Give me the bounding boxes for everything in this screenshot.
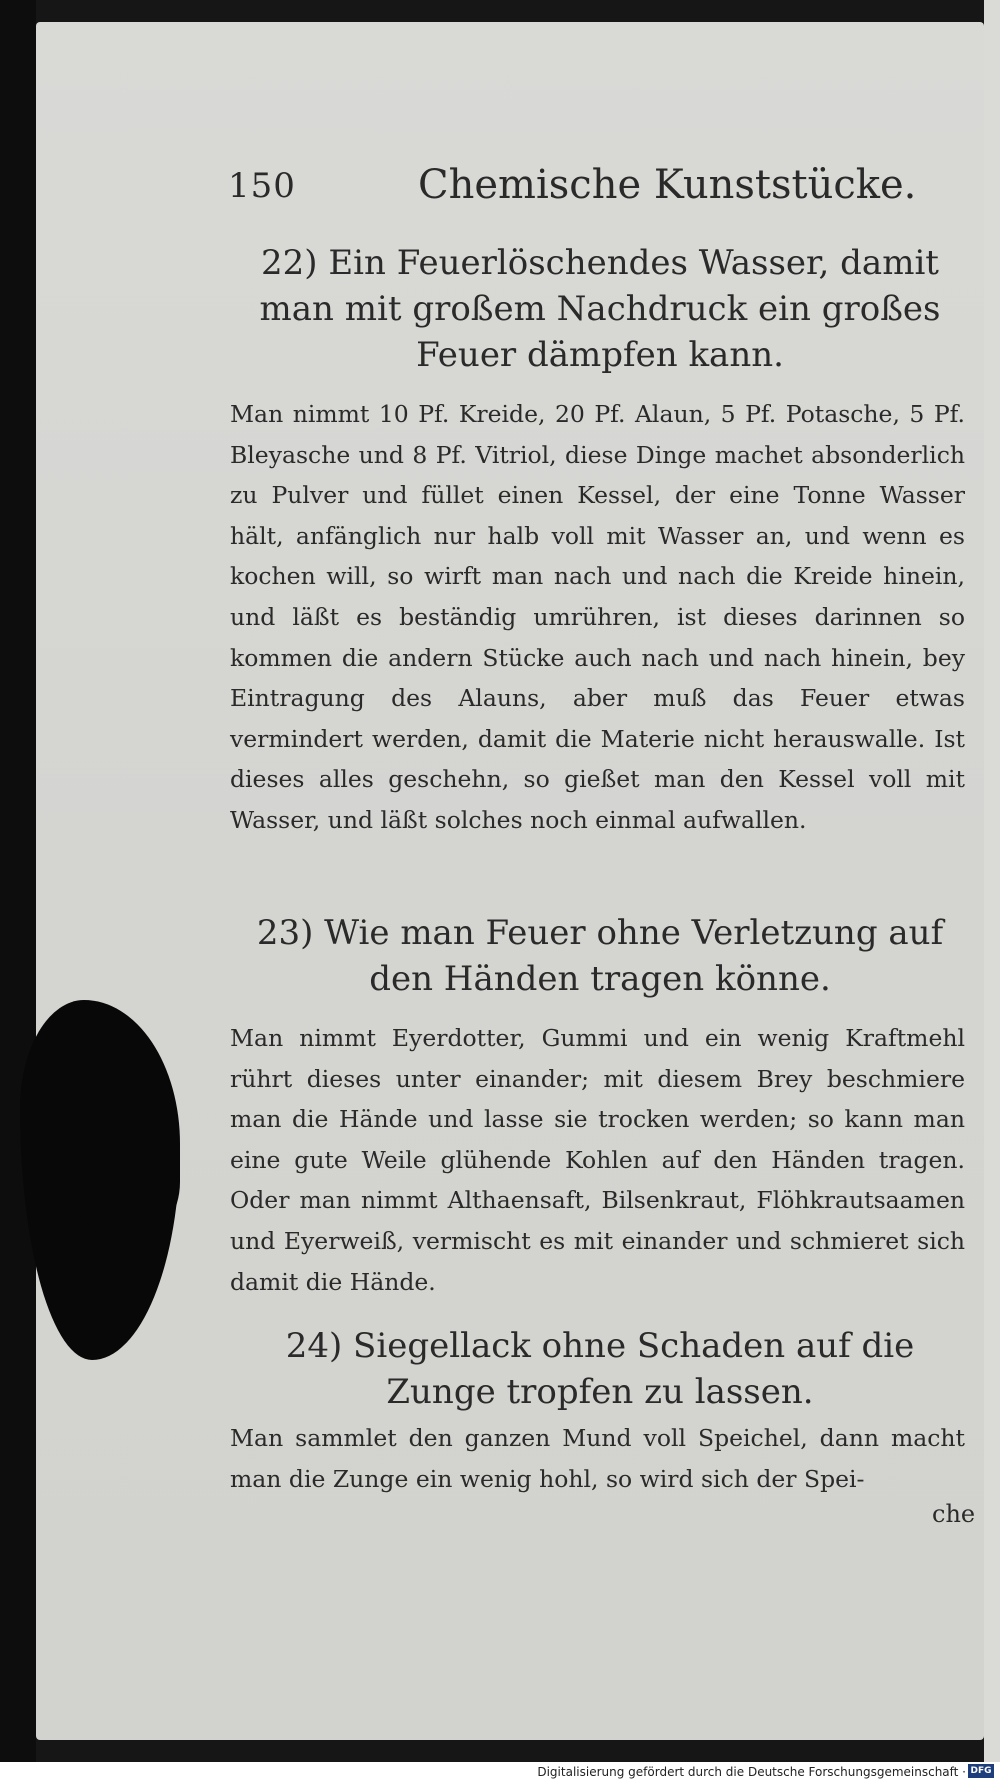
scan-right-edge: [984, 0, 1000, 1783]
section-24-heading: 24) Siegellack ohne Schaden auf die Zunge tropfen zu lassen.: [285, 1326, 915, 1412]
section-23-body: Man nimmt Eyerdotter, Gummi und ein wenig Kraftmehl rührt dieses unter einander; mit diesem Brey beschmiere man die Hände und lasse sie trocken werden; so kann man eine gute Weile glühende Kohlen auf den Händen tragen. Oder man nimmt Althaensaft, Bilsenkraut, Flöhkrautsaamen und Eyerweiß, vermischt es mit einander und schmieret sich damit die Hände.: [230, 1024, 965, 1296]
catchword: che: [932, 1500, 976, 1528]
digitization-credit: Digitalisierung gefördert durch die Deutsche Forschungsgemeinschaft ·: [537, 1765, 966, 1779]
running-title: Chemische Kunststücke.: [418, 162, 917, 208]
section-23-heading: 23) Wie man Feuer ohne Verletzung auf den Händen tragen könne.: [256, 913, 944, 999]
section-22-heading: 22) Ein Feuerlöschendes Wasser, damit man mit großem Nachdruck ein großes Feuer dämpfen kann.: [259, 243, 941, 375]
page-number: 150: [228, 166, 296, 206]
scan-left-edge: [0, 0, 36, 1783]
section-24-body: Man sammlet den ganzen Mund voll Speichel, dann macht man die Zunge ein wenig hohl, so wird sich der Spei-: [230, 1424, 965, 1493]
section-22-body: Man nimmt 10 Pf. Kreide, 20 Pf. Alaun, 5 Pf. Potasche, 5 Pf. Bleyasche und 8 Pf. Vitriol, diese Dinge machet absonderlich zu Pulver und füllet einen Kessel, der eine Tonne Wasser hält, anfänglich nur halb voll mit Wasser an, und wenn es kochen will, so wirft man nach und nach die Kreide hinein, und läßt es beständig umrühren, ist dieses darinnen so kommen die andern Stücke auch nach und nach hinein, bey Eintragung des Alauns, aber muß das Feuer etwas vermindert werden, damit die Materie nicht herauswalle. Ist dieses alles geschehn, so gießet man den Kessel voll mit Wasser, und läßt solches noch einmal aufwallen.: [230, 400, 965, 834]
page-header: [228, 162, 948, 214]
dfg-logo: DFG: [968, 1764, 994, 1778]
